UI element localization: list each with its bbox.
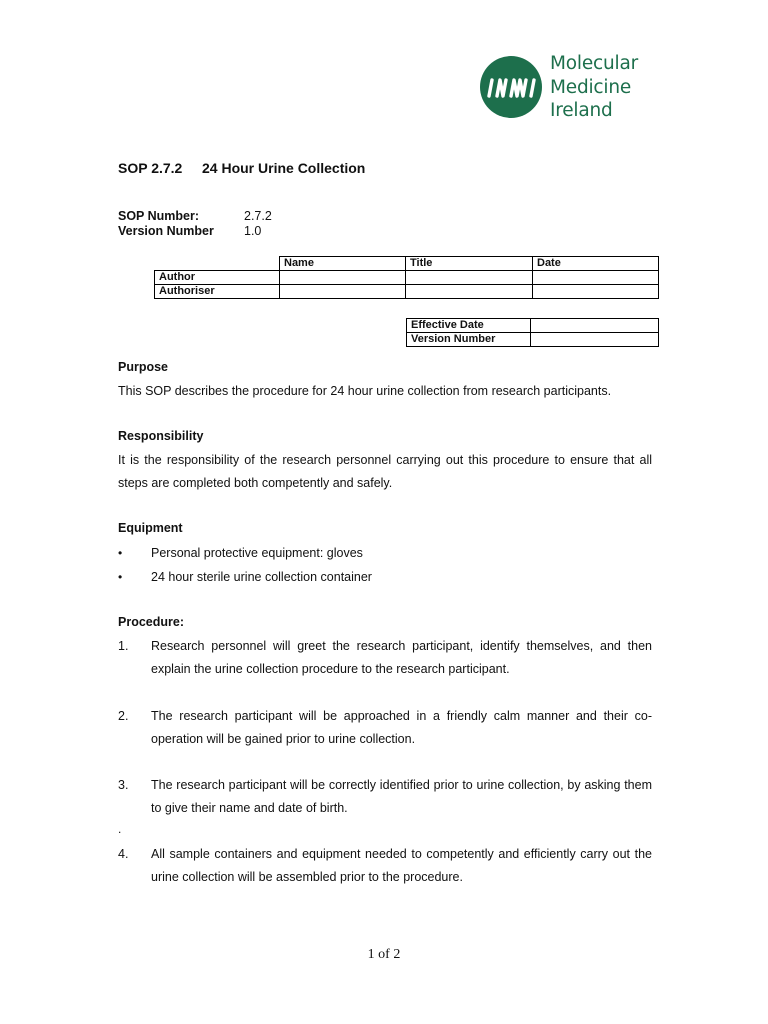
table-cell — [533, 285, 659, 299]
table-row — [407, 333, 659, 347]
step-text: The research participant will be approached in a friendly calm manner and their co-operation will be gained prior to urine collection. — [151, 709, 652, 746]
table-header-cell: Name — [280, 257, 406, 271]
procedure-step — [118, 635, 652, 681]
table-row — [407, 319, 659, 333]
purpose-heading: Purpose — [118, 360, 169, 374]
meta-value: 1.0 — [244, 224, 262, 238]
row-label-cell: Version Number — [407, 333, 531, 347]
table-row — [155, 285, 659, 299]
responsibility-heading: Responsibility — [118, 429, 204, 443]
procedure-step — [118, 705, 652, 751]
table-cell — [280, 285, 406, 299]
procedure-step — [118, 843, 652, 889]
meta-label: SOP Number: — [118, 209, 200, 223]
table-row — [155, 271, 659, 285]
list-item — [118, 570, 372, 584]
table-cell — [531, 319, 659, 333]
step-text: The research participant will be correctly identified prior to urine collection, by asking them to give their name and date of birth. — [151, 778, 652, 815]
table-header-cell: Title — [406, 257, 533, 271]
meta-value: 2.7.2 — [244, 209, 272, 223]
list-item-text: 24 hour sterile urine collection container — [151, 570, 372, 584]
stray-mark: . — [118, 822, 122, 836]
sop-meta — [118, 209, 272, 239]
meta-label: Version Number — [118, 224, 214, 238]
step-number: 1. — [118, 639, 129, 653]
table-cell — [280, 271, 406, 285]
step-text: Research personnel will greet the research participant, identify themselves, and then explain the urine collection procedure to the research participant. — [151, 639, 652, 676]
bullet-icon: • — [118, 546, 123, 560]
meta-row — [118, 209, 272, 224]
bullet-icon: • — [118, 570, 123, 584]
signoff-table — [154, 256, 659, 299]
list-item-text: Personal protective equipment: gloves — [151, 546, 363, 560]
responsibility-text: It is the responsibility of the research personnel carrying out this procedure to ensure that all steps are completed both competently and safely. — [118, 453, 652, 490]
brand-name — [550, 52, 730, 123]
meta-row — [118, 224, 272, 239]
brand-line: Ireland — [550, 100, 613, 121]
sop-title-text: 24 Hour Urine Collection — [202, 160, 366, 176]
table-header-cell: Date — [533, 257, 659, 271]
purpose-text: This SOP describes the procedure for 24 hour urine collection from research participants. — [118, 384, 612, 398]
row-label-cell: Effective Date — [407, 319, 531, 333]
table-header-row — [155, 257, 659, 271]
table-cell — [406, 271, 533, 285]
procedure-heading: Procedure: — [118, 615, 184, 629]
list-item — [118, 546, 363, 560]
procedure-step — [118, 774, 652, 820]
step-number: 3. — [118, 778, 129, 792]
page-number: 1 of 2 — [367, 947, 401, 962]
step-text: All sample containers and equipment needed to competently and efficiently carry out the urine collection will be assembled prior to the procedure. — [151, 847, 652, 884]
equipment-heading: Equipment — [118, 521, 183, 535]
page-title — [118, 160, 365, 176]
sop-number-title: SOP 2.7.2 — [118, 160, 183, 176]
brand-line: Medicine — [550, 76, 632, 98]
table-cell — [533, 271, 659, 285]
effective-table — [406, 318, 659, 347]
mmi-logo-icon — [480, 56, 542, 118]
table-cell — [531, 333, 659, 347]
table-cell — [406, 285, 533, 299]
brand-line: Molecular — [550, 53, 638, 74]
step-number: 4. — [118, 847, 129, 861]
row-label-cell: Author — [155, 271, 280, 285]
step-number: 2. — [118, 709, 129, 723]
row-label-cell: Authoriser — [155, 285, 280, 299]
table-header-cell — [155, 257, 280, 271]
